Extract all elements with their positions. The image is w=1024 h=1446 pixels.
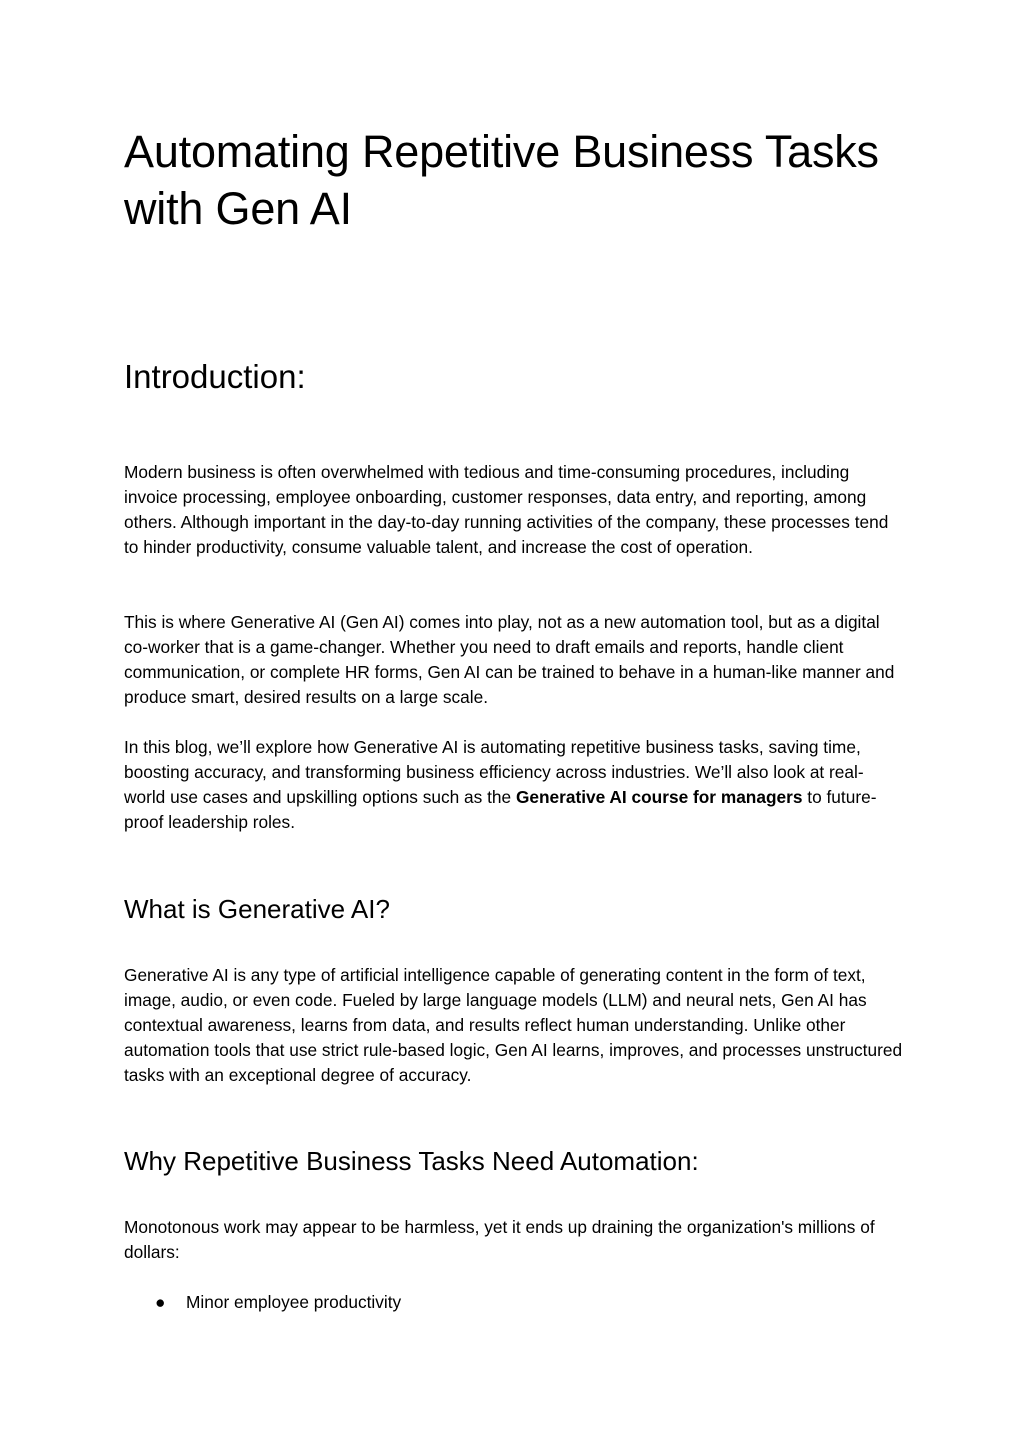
intro-paragraph-3-end: to future-proof leadership roles.	[124, 787, 877, 832]
heading-why-automation: Why Repetitive Business Tasks Need Automation:	[124, 1146, 699, 1176]
intro-paragraph-3	[124, 735, 904, 835]
document-title: Automating Repetitive Business Tasks with Gen AI	[124, 126, 879, 234]
list-item-text: Minor employee productivity	[186, 1292, 402, 1312]
heading-what-is-gen-ai: What is Generative AI?	[124, 894, 390, 924]
intro-paragraph-2: This is where Generative AI (Gen AI) comes into play, not as a new automation tool, but as a digital co-worker that is a game-changer. Whether you need to draft emails and reports, handle client communication, or complete HR forms, Gen AI can be trained to behave in a human-like manner and produce smart, desired results on a large scale.	[124, 612, 895, 707]
bullet-icon: ●	[155, 1292, 166, 1312]
list-item	[124, 1290, 401, 1315]
why-paragraph: Monotonous work may appear to be harmless, yet it ends up draining the organization's millions of dollars:	[124, 1217, 875, 1262]
intro-paragraph-3-text: In this blog, we’ll explore how Generative AI is automating repetitive business tasks, saving time, boosting accuracy, and transforming business efficiency across industries. We’ll also look at real-world use cases and upskilling options such as the	[124, 737, 864, 807]
what-is-paragraph: Generative AI is any type of artificial intelligence capable of generating content in the form of text, image, audio, or even code. Fueled by large language models (LLM) and neural nets, Gen AI has contextual awareness, learns from data, and results reflect human understanding. Unlike other automation tools that use strict rule-based logic, Gen AI learns, improves, and processes unstructured tasks with an exceptional degree of accuracy.	[124, 965, 903, 1085]
heading-introduction: Introduction:	[124, 358, 306, 395]
intro-paragraph-1: Modern business is often overwhelmed with tedious and time-consuming procedures, including invoice processing, employee onboarding, customer responses, data entry, and reporting, among others. Although important in the day-to-day running activities of the company, these processes tend to hinder productivity, consume valuable talent, and increase the cost of operation.	[124, 462, 889, 557]
course-highlight: Generative AI course for managers	[515, 787, 803, 807]
why-bullet-list	[124, 1290, 401, 1315]
